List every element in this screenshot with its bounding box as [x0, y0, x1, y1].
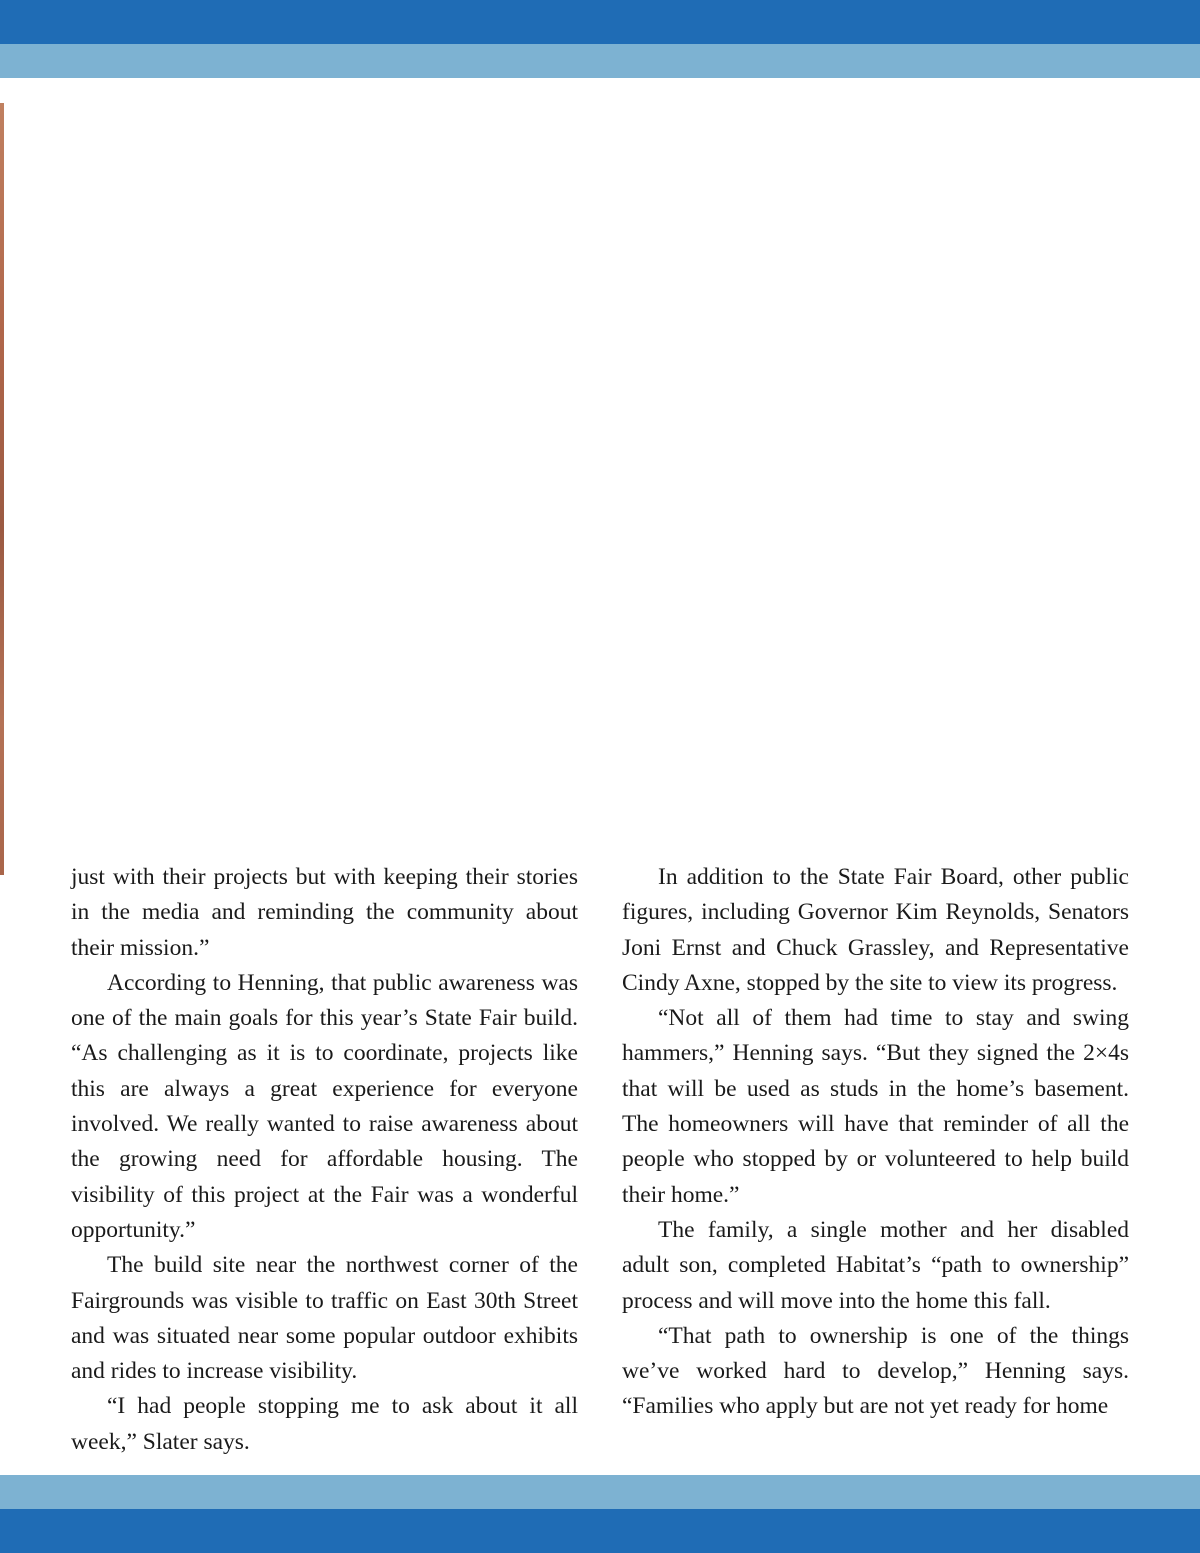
top-light-band [0, 44, 1200, 78]
paragraph: According to Henning, that public awareness was one of the main goals for this year’s State Fair build. “As challenging as it is to coordinate, projects like this are always a great experience for everyone involved. We really wanted to raise awareness about the growing need for affordable housing. The visibility of this project at the Fair was a wonderful opportunity.” [71, 969, 578, 1243]
paragraph: In addition to the State Fair Board, other public figures, including Governor Kim Reynolds, Senators Joni Ernst and Chuck Grassley, and Representative Cindy Axne, stopped by the site to view its progress. [622, 864, 1129, 996]
paragraph: The build site near the northwest corner of the Fairgrounds was visible to traffic on East 30th Street and was situated near some popular outdoor exhibits and rides to increase visibility. [71, 1252, 578, 1385]
paragraph: “I had people stopping me to ask about it all week,” Slater says. [71, 1393, 578, 1455]
bottom-dark-band [0, 1509, 1200, 1553]
photo-edge-image [0, 103, 4, 875]
bottom-light-band [0, 1475, 1200, 1509]
article-column-right [622, 860, 1129, 1425]
top-dark-band [0, 0, 1200, 44]
paragraph: “Not all of them had time to stay and swing hammers,” Henning says. “But they signed the 2×4s that will be used as studs in the home’s basement. The homeowners will have that reminder of all the people who stopped by or volunteered to help build their home.” [622, 1005, 1129, 1208]
paragraph: “That path to ownership is one of the things we’ve worked hard to develop,” Henning says. “Families who apply but are not yet ready for home [622, 1322, 1129, 1420]
paragraph: The family, a single mother and her disabled adult son, completed Habitat’s “path to ownership” process and will move into the home this fall. [622, 1216, 1129, 1314]
paragraph: just with their projects but with keeping their stories in the media and reminding the community about their mission.” [71, 864, 578, 961]
article-column-left [71, 860, 578, 1460]
